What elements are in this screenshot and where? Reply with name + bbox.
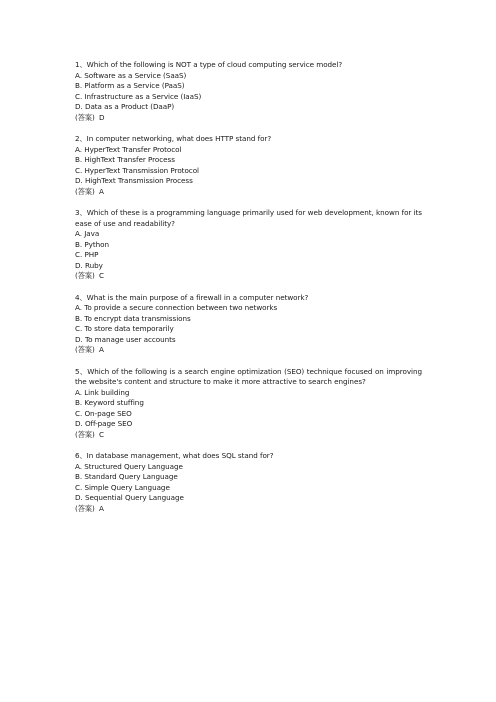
question-1 bbox=[75, 60, 422, 123]
answer-value: C bbox=[99, 429, 105, 439]
document-page bbox=[75, 60, 422, 525]
answer-line bbox=[75, 187, 422, 198]
option-a: A. Structured Query Language bbox=[75, 461, 183, 471]
question-title: 5、Which of the following is a search engine optimization (SEO) technique focused on improving the website's content and structure to make it more attractive to search engines? bbox=[75, 366, 422, 386]
option-b: B. Standard Query Language bbox=[75, 472, 178, 481]
answer-line bbox=[75, 271, 422, 282]
answer-line bbox=[75, 345, 422, 356]
option-a: A. Java bbox=[75, 229, 100, 238]
question-4 bbox=[75, 293, 422, 356]
option-b: B. To encrypt data transmissions bbox=[75, 313, 191, 323]
question-title: 4、What is the main purpose of a firewall in a computer network? bbox=[75, 292, 309, 302]
answer-line bbox=[75, 430, 422, 441]
answer-label: (答案) bbox=[75, 271, 95, 280]
option-a: A. To provide a secure connection between two networks bbox=[75, 303, 278, 312]
answer-value: D bbox=[99, 112, 105, 122]
option-d: D. To manage user accounts bbox=[75, 334, 176, 344]
option-d: D. Off-page SEO bbox=[75, 419, 133, 428]
question-title: 2、In computer networking, what does HTTP stand for? bbox=[75, 134, 272, 143]
option-c: C. HyperText Transmission Protocol bbox=[75, 165, 199, 175]
option-c: C. PHP bbox=[75, 250, 99, 259]
answer-label: (答案) bbox=[75, 186, 95, 196]
option-d: D. Data as a Product (DaaP) bbox=[75, 102, 175, 111]
option-d: D. HighText Transmission Process bbox=[75, 176, 193, 185]
answer-line bbox=[75, 113, 422, 124]
question-title: 1、Which of the following is NOT a type of cloud computing service model? bbox=[75, 60, 343, 69]
option-d: D. Ruby bbox=[75, 260, 103, 270]
question-title: 3、Which of these is a programming language primarily used for web development, known for its ease of use and readability? bbox=[75, 208, 422, 228]
option-c: C. Simple Query Language bbox=[75, 482, 170, 492]
option-a: A. Link building bbox=[75, 387, 130, 397]
option-c: C. Infrastructure as a Service (IaaS) bbox=[75, 91, 202, 101]
answer-value: C bbox=[99, 271, 105, 280]
option-c: C. On-page SEO bbox=[75, 408, 132, 418]
option-b: B. Platform as a Service (PaaS) bbox=[75, 81, 185, 90]
answer-line bbox=[75, 504, 422, 515]
option-b: B. Keyword stuffing bbox=[75, 398, 144, 407]
question-3 bbox=[75, 208, 422, 282]
option-b: B. Python bbox=[75, 239, 109, 249]
answer-label: (答案) bbox=[75, 112, 95, 122]
question-6 bbox=[75, 451, 422, 514]
answer-value: A bbox=[99, 186, 104, 196]
question-5 bbox=[75, 367, 422, 441]
option-b: B. HighText Transfer Process bbox=[75, 155, 175, 164]
option-a: A. Software as a Service (SaaS) bbox=[75, 70, 187, 80]
question-2 bbox=[75, 134, 422, 197]
option-c: C. To store data temporarily bbox=[75, 324, 174, 333]
answer-value: A bbox=[99, 345, 104, 354]
option-a: A. HyperText Transfer Protocol bbox=[75, 144, 182, 154]
answer-label: (答案) bbox=[75, 429, 95, 439]
answer-value: A bbox=[99, 503, 104, 513]
option-d: D. Sequential Query Language bbox=[75, 493, 184, 502]
question-title: 6、In database management, what does SQL stand for? bbox=[75, 451, 274, 460]
answer-label: (答案) bbox=[75, 503, 95, 513]
answer-label: (答案) bbox=[75, 345, 95, 354]
